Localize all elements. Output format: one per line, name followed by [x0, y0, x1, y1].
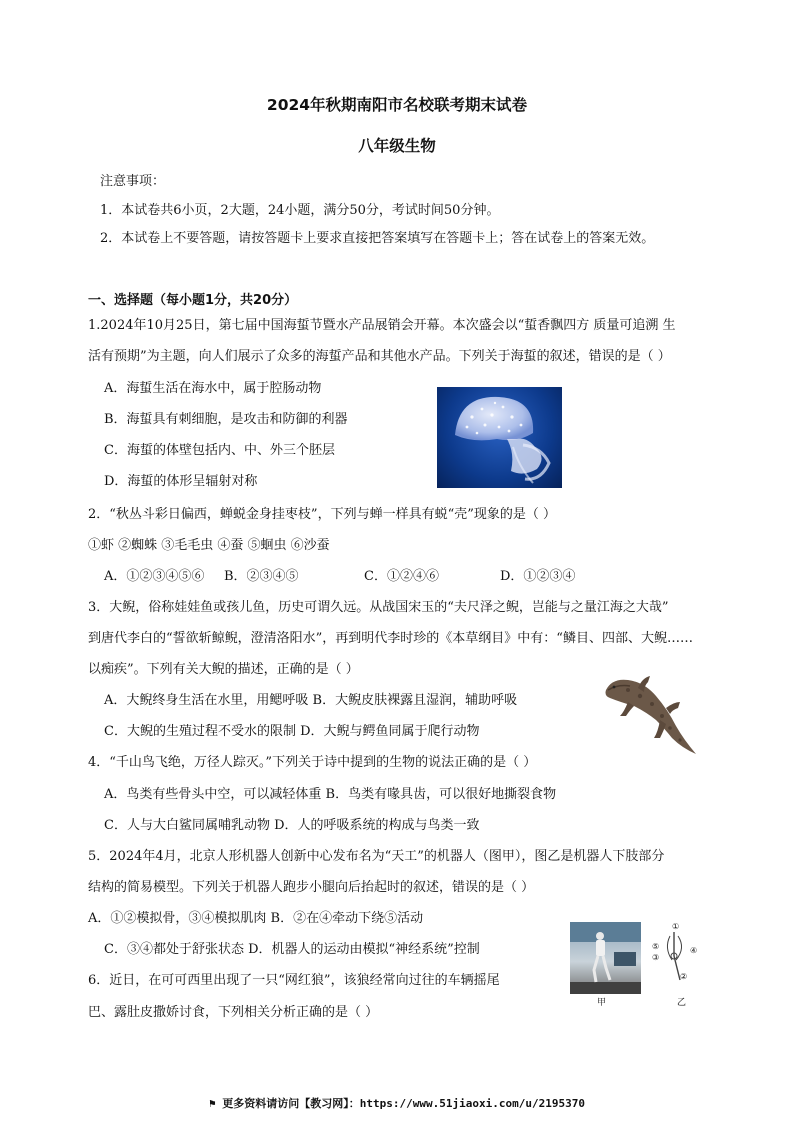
- exam-title: 2024年秋期南阳市名校联考期末试卷: [266, 96, 528, 114]
- q6-stem-line1: 6．近日，在可可西里出现了一只“网红狼”，该狼经常向过往的车辆摇尾: [88, 973, 500, 988]
- footer-link[interactable]: [0, 1095, 794, 1111]
- notice-item-2: 2．本试卷上不要答题，请按答题卡上要求直接把答案填写在答题卡上；答在试卷上的答案无效。: [100, 231, 655, 246]
- q1-option-d: D．海蜇的体形呈辐射对称: [104, 474, 258, 489]
- q3-stem-line3: 以痴疾”。下列有关大鲵的描述，正确的是（ ）: [88, 662, 359, 677]
- diagram-label-3: ③: [652, 953, 660, 962]
- flag-icon: ⚑: [209, 1097, 216, 1110]
- exam-subject: 八年级生物: [358, 137, 436, 155]
- notice-item-1: 1．本试卷共6小页，2大题，24小题，满分50分，考试时间50分钟。: [100, 203, 500, 218]
- footer-text: 更多资料请访问【教习网】：https://www.51jiaoxi.com/u/2195370: [222, 1097, 585, 1110]
- notice-label: 注意事项：: [100, 174, 166, 189]
- q4-option-ab: A．鸟类有些骨头中空，可以减轻体重 B．鸟类有喙具齿，可以很好地撕裂食物: [104, 787, 557, 802]
- q4-stem: 4．“千山鸟飞绝，万径人踪灭。”下列关于诗中提到的生物的说法正确的是（ ）: [88, 755, 537, 770]
- q2-choices: ①虾 ②蜘蛛 ③毛毛虫 ④蚕 ⑤蛔虫 ⑥沙蚕: [88, 538, 330, 553]
- q2-option-a: A．①②③④⑤⑥: [104, 569, 205, 584]
- robot-photo-jia: [570, 922, 641, 994]
- diagram-label-2: ②: [680, 972, 688, 981]
- q1-stem-line2: 活有预期”为主题，向人们展示了众多的海蜇产品和其他水产品。下列关于海蜇的叙述，错误的是（ ）: [88, 349, 671, 364]
- jellyfish-image: [437, 387, 562, 488]
- q1-stem-line1: 1.2024年10月25日，第七届中国海蜇节暨水产品展销会开幕。本次盛会以“蜇香飘四方 质量可追溯 生: [88, 318, 676, 333]
- q1-option-a: A．海蜇生活在海水中，属于腔肠动物: [104, 381, 322, 396]
- diagram-label-5: ⑤: [652, 942, 660, 951]
- q5-stem-line2: 结构的简易模型。下列关于机器人跑步小腿向后抬起时的叙述，错误的是（ ）: [88, 880, 535, 895]
- q1-option-b: B．海蜇具有刺细胞，是攻击和防御的利器: [104, 412, 348, 427]
- section-heading: 一、选择题（每小题1分，共20分）: [88, 293, 298, 308]
- q2-option-d: D．①②③④: [500, 569, 576, 584]
- q2-stem: 2．“秋丛斗彩日偏西，蝉蜕金身挂枣枝”，下列与蝉一样具有蜕“壳”现象的是（ ）: [88, 507, 556, 522]
- diagram-label-4: ④: [690, 946, 698, 955]
- diagram-label-1: ①: [672, 922, 680, 931]
- q3-option-ab: A．大鲵终身生活在水里，用鳃呼吸 B．大鲵皮肤裸露且湿润，辅助呼吸: [104, 693, 518, 708]
- giant-salamander-image: [598, 668, 700, 760]
- q2-option-b: B．②③④⑤: [224, 569, 299, 584]
- q3-stem-line1: 3．大鲵，俗称娃娃鱼或孩儿鱼，历史可谓久远。从战国宋玉的“夫尺泽之鲵，岂能与之量江海之大哉”: [88, 600, 669, 615]
- q3-stem-line2: 到唐代李白的“誓欲斩鲸鲵，澄清洛阳水”，再到明代李时珍的《本草纲目》中有：“鳞目、四部、大鲵……: [88, 631, 693, 646]
- q2-option-c: C．①②④⑥: [364, 569, 439, 584]
- figure-label-yi: 乙: [677, 998, 687, 1008]
- figure-label-jia: 甲: [597, 998, 607, 1008]
- q5-option-cd: C．③④都处于舒张状态 D．机器人的运动由模拟“神经系统”控制: [104, 942, 480, 957]
- q4-option-cd: C．人与大白鲨同属哺乳动物 D．人的呼吸系统的构成与鸟类一致: [104, 818, 480, 833]
- q3-option-cd: C．大鲵的生殖过程不受水的限制 D．大鲵与鳄鱼同属于爬行动物: [104, 724, 480, 739]
- q1-option-c: C．海蜇的体壁包括内、中、外三个胚层: [104, 443, 335, 458]
- q5-option-ab: A．①②模拟骨，③④模拟肌肉 B．②在④牵动下绕⑤活动: [88, 911, 424, 926]
- q6-stem-line2: 巴、露肚皮撒娇讨食，下列相关分析正确的是（ ）: [88, 1005, 379, 1020]
- q5-stem-line1: 5．2024年4月，北京人形机器人创新中心发布名为“天工”的机器人（图甲），图乙是机器人下肢部分: [88, 849, 665, 864]
